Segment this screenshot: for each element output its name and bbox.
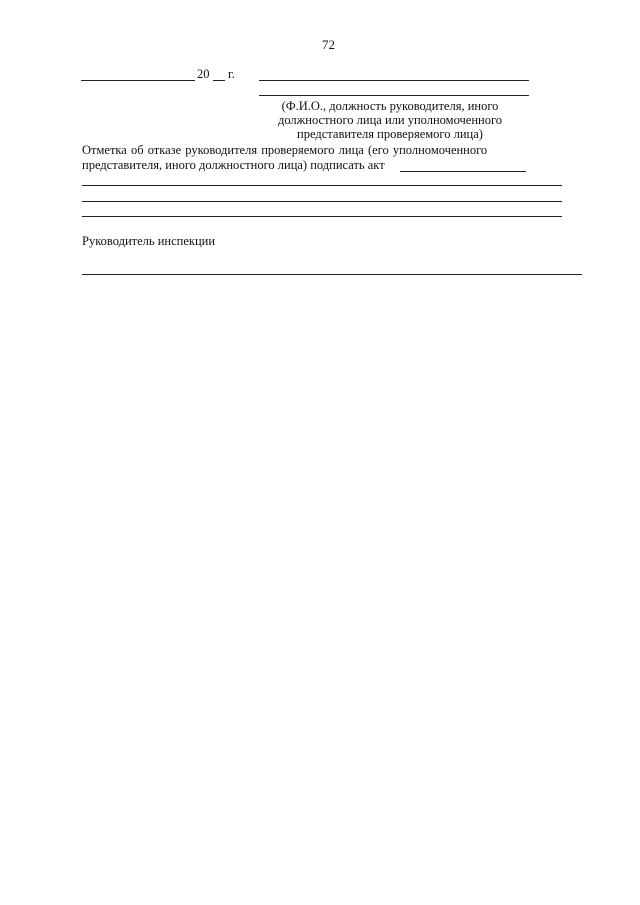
- inspection-head-signature-line: [82, 274, 582, 275]
- inspection-head-label: Руководитель инспекции: [82, 234, 216, 248]
- signature-caption-line: (Ф.И.О., должность руководителя, иного: [281, 99, 499, 113]
- refusal-note-text: Отметка об отказе руководителя проверяемого лица (его уполномоченного: [82, 143, 488, 157]
- page-number: 72: [322, 37, 335, 52]
- signature-blank-line: [259, 95, 529, 96]
- refusal-fill-line: [82, 216, 562, 217]
- signature-caption-line: должностного лица или уполномоченного: [277, 113, 503, 127]
- refusal-note-blank: [400, 171, 526, 172]
- refusal-fill-line: [82, 185, 562, 186]
- date-day-month-blank: [81, 80, 195, 81]
- date-year-prefix: 20: [197, 67, 210, 81]
- signature-caption-line: представителя проверяемого лица): [297, 127, 483, 141]
- signature-blank-line: [259, 80, 529, 81]
- date-year-blank: [213, 80, 225, 81]
- refusal-note-text: представителя, иного должностного лица) подписать акт: [82, 158, 385, 172]
- date-year-suffix: г.: [228, 67, 235, 81]
- refusal-fill-line: [82, 201, 562, 202]
